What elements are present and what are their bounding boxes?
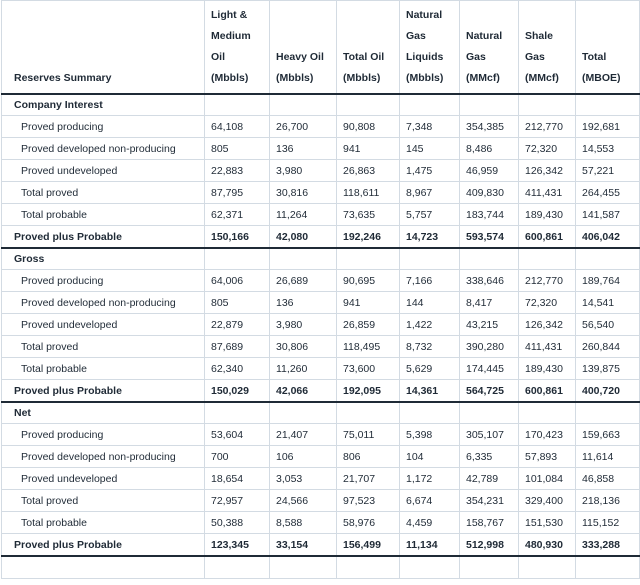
row-label: Total proved	[2, 490, 205, 512]
value-cell: 126,342	[519, 160, 576, 182]
value-cell: 21,407	[270, 424, 337, 446]
value-cell: 43,215	[460, 314, 519, 336]
row-label: Proved producing	[2, 424, 205, 446]
section-title: Company Interest	[2, 94, 205, 116]
empty-cell	[519, 556, 576, 579]
value-cell: 26,863	[337, 160, 400, 182]
column-header-line: Natural	[406, 9, 443, 21]
column-header-line: (Mbbls)	[211, 72, 249, 84]
value-cell: 390,280	[460, 336, 519, 358]
value-cell: 24,566	[270, 490, 337, 512]
value-cell: 11,260	[270, 358, 337, 380]
value-cell: 14,541	[576, 292, 640, 314]
column-header-line: Heavy Oil	[276, 51, 324, 63]
row-label: Proved producing	[2, 116, 205, 138]
empty-cell	[576, 94, 640, 116]
value-cell: 158,767	[460, 512, 519, 534]
value-cell: 5,757	[400, 204, 460, 226]
value-cell: 90,808	[337, 116, 400, 138]
value-cell: 75,011	[337, 424, 400, 446]
value-cell: 192,095	[337, 380, 400, 403]
table-row	[2, 160, 640, 182]
value-cell: 183,744	[460, 204, 519, 226]
table-row	[2, 138, 640, 160]
value-cell: 159,663	[576, 424, 640, 446]
value-cell: 73,635	[337, 204, 400, 226]
row-label: Proved developed non-producing	[2, 138, 205, 160]
row-label: Proved plus Probable	[2, 226, 205, 249]
value-cell: 156,499	[337, 534, 400, 557]
value-cell: 104	[400, 446, 460, 468]
column-header	[576, 1, 640, 95]
column-header-line: Total Oil	[343, 51, 385, 63]
empty-cell	[2, 556, 205, 579]
table-row	[2, 204, 640, 226]
value-cell: 139,875	[576, 358, 640, 380]
empty-cell	[460, 248, 519, 270]
value-cell: 136	[270, 292, 337, 314]
empty-cell	[400, 94, 460, 116]
section-title: Gross	[2, 248, 205, 270]
section-header-row	[2, 94, 640, 116]
value-cell: 174,445	[460, 358, 519, 380]
value-cell: 150,166	[205, 226, 270, 249]
header-reserves-summary	[2, 1, 205, 95]
value-cell: 73,600	[337, 358, 400, 380]
value-cell: 106	[270, 446, 337, 468]
row-label: Proved producing	[2, 270, 205, 292]
value-cell: 5,398	[400, 424, 460, 446]
value-cell: 1,475	[400, 160, 460, 182]
column-header-line: Gas	[406, 30, 426, 42]
value-cell: 126,342	[519, 314, 576, 336]
empty-cell	[400, 402, 460, 424]
grand-total-row	[2, 226, 640, 249]
empty-cell	[205, 556, 270, 579]
table-row	[2, 424, 640, 446]
column-header-line: Natural	[466, 30, 503, 42]
value-cell: 218,136	[576, 490, 640, 512]
row-label: Proved undeveloped	[2, 314, 205, 336]
grand-total-row	[2, 534, 640, 557]
value-cell: 97,523	[337, 490, 400, 512]
value-cell: 600,861	[519, 226, 576, 249]
value-cell: 33,154	[270, 534, 337, 557]
value-cell: 4,459	[400, 512, 460, 534]
value-cell: 593,574	[460, 226, 519, 249]
table-row	[2, 512, 640, 534]
value-cell: 64,108	[205, 116, 270, 138]
value-cell: 18,654	[205, 468, 270, 490]
value-cell: 8,588	[270, 512, 337, 534]
value-cell: 87,795	[205, 182, 270, 204]
row-label: Total proved	[2, 336, 205, 358]
column-header-line: (Mbbls)	[276, 72, 314, 84]
empty-cell	[519, 94, 576, 116]
value-cell: 3,980	[270, 160, 337, 182]
value-cell: 406,042	[576, 226, 640, 249]
column-header-line: Medium	[211, 30, 251, 42]
value-cell: 305,107	[460, 424, 519, 446]
row-label: Proved developed non-producing	[2, 446, 205, 468]
empty-cell	[460, 556, 519, 579]
column-header-line: (Mbbls)	[406, 72, 444, 84]
total-row	[2, 490, 640, 512]
empty-cell	[270, 248, 337, 270]
grand-total-row	[2, 380, 640, 403]
empty-cell	[400, 248, 460, 270]
empty-cell	[576, 556, 640, 579]
total-row	[2, 182, 640, 204]
table-row	[2, 358, 640, 380]
value-cell: 42,789	[460, 468, 519, 490]
column-header-line: Gas	[466, 51, 486, 63]
value-cell: 6,674	[400, 490, 460, 512]
column-header	[519, 1, 576, 95]
value-cell: 411,431	[519, 336, 576, 358]
value-cell: 22,879	[205, 314, 270, 336]
table-body	[2, 94, 640, 579]
value-cell: 46,959	[460, 160, 519, 182]
reserves-summary-document	[1, 0, 639, 585]
value-cell: 8,486	[460, 138, 519, 160]
value-cell: 7,166	[400, 270, 460, 292]
value-cell: 50,388	[205, 512, 270, 534]
value-cell: 136	[270, 138, 337, 160]
value-cell: 480,930	[519, 534, 576, 557]
value-cell: 118,495	[337, 336, 400, 358]
value-cell: 805	[205, 292, 270, 314]
value-cell: 6,335	[460, 446, 519, 468]
empty-cell	[205, 248, 270, 270]
value-cell: 805	[205, 138, 270, 160]
empty-cell	[460, 94, 519, 116]
value-cell: 5,629	[400, 358, 460, 380]
value-cell: 264,455	[576, 182, 640, 204]
value-cell: 62,371	[205, 204, 270, 226]
value-cell: 150,029	[205, 380, 270, 403]
value-cell: 941	[337, 138, 400, 160]
value-cell: 212,770	[519, 270, 576, 292]
table-header-row	[2, 1, 640, 95]
row-label: Proved undeveloped	[2, 160, 205, 182]
value-cell: 8,967	[400, 182, 460, 204]
value-cell: 700	[205, 446, 270, 468]
value-cell: 141,587	[576, 204, 640, 226]
table-row	[2, 468, 640, 490]
empty-cell	[519, 248, 576, 270]
empty-cell	[337, 94, 400, 116]
value-cell: 8,417	[460, 292, 519, 314]
value-cell: 46,858	[576, 468, 640, 490]
value-cell: 354,385	[460, 116, 519, 138]
table-row	[2, 270, 640, 292]
value-cell: 30,806	[270, 336, 337, 358]
empty-cell	[270, 402, 337, 424]
section-title: Net	[2, 402, 205, 424]
value-cell: 53,604	[205, 424, 270, 446]
column-header	[270, 1, 337, 95]
column-header	[460, 1, 519, 95]
value-cell: 42,066	[270, 380, 337, 403]
value-cell: 260,844	[576, 336, 640, 358]
table-row	[2, 292, 640, 314]
value-cell: 189,764	[576, 270, 640, 292]
value-cell: 806	[337, 446, 400, 468]
value-cell: 192,246	[337, 226, 400, 249]
value-cell: 400,720	[576, 380, 640, 403]
value-cell: 7,348	[400, 116, 460, 138]
value-cell: 354,231	[460, 490, 519, 512]
row-label: Proved plus Probable	[2, 534, 205, 557]
value-cell: 64,006	[205, 270, 270, 292]
empty-cell	[460, 402, 519, 424]
column-header-line: Light &	[211, 9, 248, 21]
value-cell: 11,264	[270, 204, 337, 226]
row-label: Total probable	[2, 358, 205, 380]
value-cell: 30,816	[270, 182, 337, 204]
value-cell: 333,288	[576, 534, 640, 557]
section-header-row	[2, 248, 640, 270]
value-cell: 1,422	[400, 314, 460, 336]
value-cell: 26,689	[270, 270, 337, 292]
value-cell: 57,893	[519, 446, 576, 468]
column-header-line: Gas	[525, 51, 545, 63]
value-cell: 101,084	[519, 468, 576, 490]
table-row	[2, 314, 640, 336]
value-cell: 329,400	[519, 490, 576, 512]
value-cell: 115,152	[576, 512, 640, 534]
empty-cell	[400, 556, 460, 579]
column-header	[205, 1, 270, 95]
value-cell: 26,859	[337, 314, 400, 336]
row-label: Proved undeveloped	[2, 468, 205, 490]
value-cell: 411,431	[519, 182, 576, 204]
value-cell: 118,611	[337, 182, 400, 204]
value-cell: 409,830	[460, 182, 519, 204]
value-cell: 14,553	[576, 138, 640, 160]
value-cell: 72,320	[519, 292, 576, 314]
column-header-line: (MMcf)	[466, 72, 500, 84]
reserves-table	[1, 0, 640, 579]
value-cell: 57,221	[576, 160, 640, 182]
table-row	[2, 116, 640, 138]
value-cell: 144	[400, 292, 460, 314]
column-header-line: Shale	[525, 30, 554, 42]
value-cell: 26,700	[270, 116, 337, 138]
value-cell: 3,980	[270, 314, 337, 336]
empty-cell	[205, 94, 270, 116]
column-header-line: Reserves Summary	[14, 72, 112, 84]
empty-cell	[270, 556, 337, 579]
value-cell: 11,614	[576, 446, 640, 468]
value-cell: 14,361	[400, 380, 460, 403]
table-row	[2, 446, 640, 468]
value-cell: 512,998	[460, 534, 519, 557]
value-cell: 600,861	[519, 380, 576, 403]
value-cell: 170,423	[519, 424, 576, 446]
value-cell: 3,053	[270, 468, 337, 490]
empty-cell	[519, 402, 576, 424]
column-header-line: Liquids	[406, 51, 444, 63]
row-label: Total probable	[2, 204, 205, 226]
row-label: Total probable	[2, 512, 205, 534]
empty-cell	[576, 248, 640, 270]
value-cell: 87,689	[205, 336, 270, 358]
value-cell: 189,430	[519, 358, 576, 380]
value-cell: 1,172	[400, 468, 460, 490]
empty-cell	[205, 402, 270, 424]
empty-cell	[337, 248, 400, 270]
value-cell: 11,134	[400, 534, 460, 557]
value-cell: 14,723	[400, 226, 460, 249]
value-cell: 72,320	[519, 138, 576, 160]
value-cell: 151,530	[519, 512, 576, 534]
value-cell: 564,725	[460, 380, 519, 403]
empty-cell	[270, 94, 337, 116]
blank-row	[2, 556, 640, 579]
column-header-line: (MBOE)	[582, 72, 621, 84]
value-cell: 62,340	[205, 358, 270, 380]
row-label: Proved developed non-producing	[2, 292, 205, 314]
value-cell: 21,707	[337, 468, 400, 490]
value-cell: 192,681	[576, 116, 640, 138]
column-header-line: (MMcf)	[525, 72, 559, 84]
value-cell: 941	[337, 292, 400, 314]
value-cell: 58,976	[337, 512, 400, 534]
column-header-line: Oil	[211, 51, 226, 63]
column-header	[400, 1, 460, 95]
row-label: Proved plus Probable	[2, 380, 205, 403]
empty-cell	[576, 402, 640, 424]
value-cell: 8,732	[400, 336, 460, 358]
value-cell: 72,957	[205, 490, 270, 512]
value-cell: 212,770	[519, 116, 576, 138]
column-header	[337, 1, 400, 95]
value-cell: 22,883	[205, 160, 270, 182]
value-cell: 90,695	[337, 270, 400, 292]
value-cell: 123,345	[205, 534, 270, 557]
section-header-row	[2, 402, 640, 424]
empty-cell	[337, 402, 400, 424]
total-row	[2, 336, 640, 358]
value-cell: 145	[400, 138, 460, 160]
column-header-line: Total	[582, 51, 607, 63]
row-label: Total proved	[2, 182, 205, 204]
value-cell: 56,540	[576, 314, 640, 336]
column-header-line: (Mbbls)	[343, 72, 381, 84]
value-cell: 338,646	[460, 270, 519, 292]
empty-cell	[337, 556, 400, 579]
value-cell: 189,430	[519, 204, 576, 226]
value-cell: 42,080	[270, 226, 337, 249]
